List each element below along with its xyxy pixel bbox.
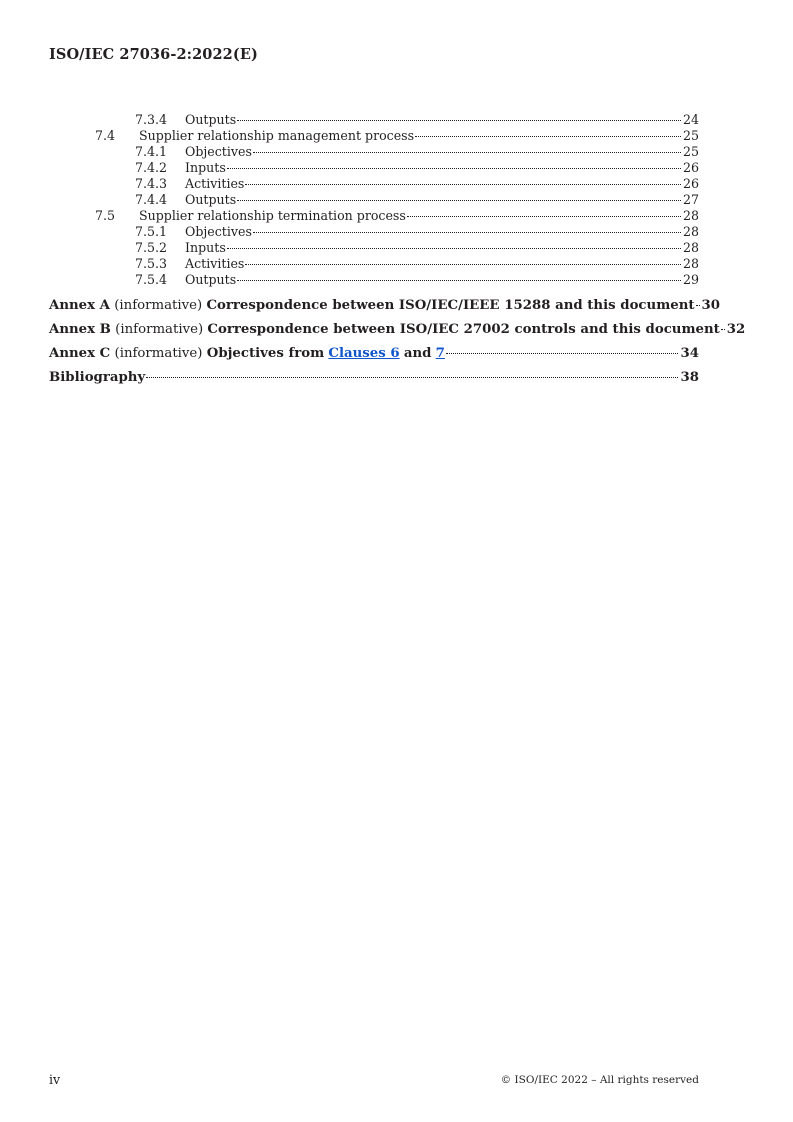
annex-a-type: (informative) [114,298,203,313]
toc-entry-number: 7.5.3 [135,256,168,271]
dot-leader [721,329,725,330]
toc-entry-number: 7.4.4 [135,192,168,207]
dot-leader [696,305,700,306]
toc-entry-title: Inputs [185,240,226,255]
annex-c-label: Annex C [49,346,111,361]
toc-entry-number: 7.4.3 [135,176,168,191]
toc-entry[interactable] [49,192,699,208]
dot-leader [237,280,681,281]
toc-entry[interactable] [49,224,699,240]
dot-leader [245,184,681,185]
dot-leader [227,248,681,249]
toc-annex-b[interactable] [49,318,746,342]
toc-entry-title: Outputs [185,192,237,207]
dot-leader [253,232,681,233]
annex-c-conjunction: and [403,346,432,361]
toc-annex-c[interactable] [49,342,699,366]
toc-entry-page: 24 [682,112,699,127]
toc-entry[interactable] [49,144,699,160]
annex-b-type: (informative) [115,322,204,337]
bibliography-label: Bibliography [49,370,146,385]
dot-leader [237,120,681,121]
dot-leader [446,353,679,354]
toc-entry-page: 27 [682,192,699,207]
annex-c-title-prefix: Objectives from [206,346,325,361]
dot-leader [245,264,681,265]
toc-entry-title: Objectives [185,224,252,239]
toc-entry[interactable] [49,128,699,144]
toc-entry[interactable] [49,112,699,128]
annex-b-title: Correspondence between ISO/IEC 27002 controls and this document [207,322,720,337]
toc-entry-page: 29 [682,272,699,287]
toc-entry-title: Activities [185,176,245,191]
annex-c-type: (informative) [114,346,203,361]
toc-annex-a[interactable] [49,294,721,318]
toc-entry-number: 7.4.1 [135,144,168,159]
toc-entry-page: 26 [682,160,699,175]
dot-leader [237,200,681,201]
footer-page-number: iv [49,1072,61,1087]
toc-entry-page: 28 [682,224,699,239]
annex-b-label: Annex B [49,322,111,337]
clauses-6-link[interactable]: Clauses 6 [328,346,400,361]
table-of-contents [49,112,746,390]
toc-entry-title: Outputs [185,272,237,287]
dot-leader [415,136,681,137]
toc-entry-title: Activities [185,256,245,271]
toc-entry-number: 7.5.1 [135,224,168,239]
toc-entry-page: 26 [682,176,699,191]
toc-entry-number: 7.3.4 [135,112,168,127]
toc-entry[interactable] [49,160,699,176]
toc-entry-number: 7.5 [95,208,116,223]
toc-entry-number: 7.5.2 [135,240,168,255]
toc-entry[interactable] [49,240,699,256]
toc-entry-title: Inputs [185,160,226,175]
toc-entry-title: Objectives [185,144,252,159]
toc-entry-number: 7.4.2 [135,160,168,175]
document-header: ISO/IEC 27036-2:2022(E) [49,46,258,63]
toc-entries [49,112,699,288]
toc-entry-page: 28 [682,208,699,223]
toc-entry-page: 28 [682,256,699,271]
toc-entry-number: 7.4 [95,128,116,143]
annex-a-title: Correspondence between ISO/IEC/IEEE 15288 and this document [206,298,695,313]
toc-entry[interactable] [49,208,699,224]
dot-leader [407,216,681,217]
toc-entry-title: Outputs [185,112,237,127]
toc-entry[interactable] [49,176,699,192]
annex-c-page: 34 [680,346,699,361]
toc-entry-page: 28 [682,240,699,255]
toc-bibliography[interactable] [49,366,699,390]
dot-leader [227,168,681,169]
annex-b-page: 32 [726,322,746,337]
toc-entry-page: 25 [682,144,699,159]
dot-leader [146,377,678,378]
annex-a-label: Annex A [49,298,110,313]
footer-copyright: © ISO/IEC 2022 – All rights reserved [500,1074,699,1086]
bibliography-page: 38 [680,370,699,385]
toc-entry[interactable] [49,272,699,288]
toc-entry-number: 7.5.4 [135,272,168,287]
clause-7-link[interactable]: 7 [435,346,445,361]
dot-leader [253,152,681,153]
toc-entry-title: Supplier relationship management process [139,128,415,143]
annex-a-page: 30 [701,298,721,313]
toc-entry-title: Supplier relationship termination process [139,208,406,223]
toc-entry-page: 25 [682,128,699,143]
toc-entry[interactable] [49,256,699,272]
